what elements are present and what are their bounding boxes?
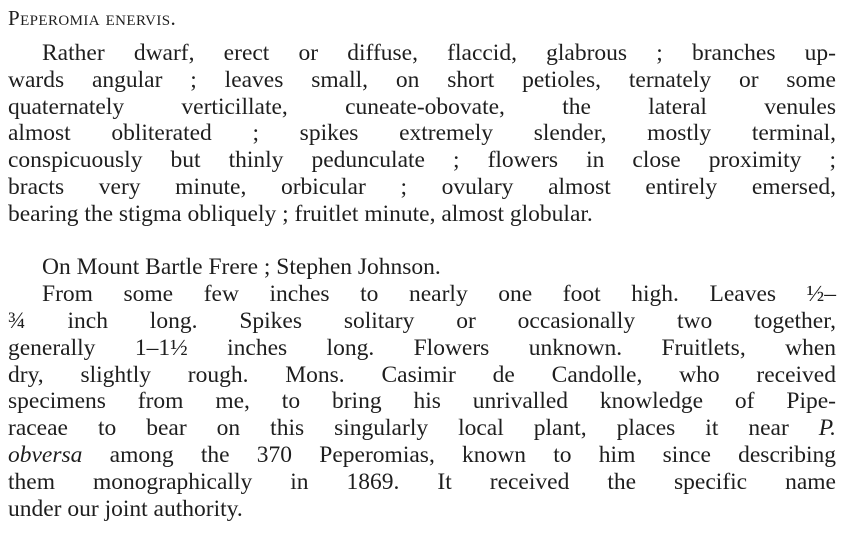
text-line: them monographically in 1869. It received the specific name <box>8 468 836 495</box>
locality-line: On Mount Bartle Frere ; Stephen Johnson. <box>42 254 441 281</box>
species-title: Peperomia enervis. <box>8 6 177 30</box>
text-line: ¾ inch long. Spikes solitary or occasionally two together, <box>8 307 836 334</box>
text-line: almost obliterated ; spikes extremely slender, mostly terminal, <box>8 120 836 147</box>
notes-paragraph <box>8 281 836 522</box>
italic-species: obversa <box>8 441 83 468</box>
text-line: Rather dwarf, erect or diffuse, flaccid, glabrous ; branches up- <box>42 40 836 66</box>
text-line-with-italic <box>8 442 836 469</box>
text-segment: among the 370 Peperomias, known to him since describing <box>109 441 837 468</box>
text-line: wards angular ; leaves small, on short petioles, ternately or some <box>8 66 836 93</box>
text-line: conspicuously but thinly pedunculate ; flowers in close proximity ; <box>8 147 836 174</box>
text-line: bracts very minute, orbicular ; ovulary almost entirely emersed, <box>8 173 836 200</box>
text-line: dry, slightly rough. Mons. Casimir de Candolle, who received <box>8 361 836 388</box>
text-segment: raceae to bear on this singularly local plant, places it near <box>8 415 789 442</box>
description-paragraph <box>8 40 836 228</box>
text-line: From some few inches to nearly one foot high. Leaves ½– <box>42 281 836 308</box>
text-line: specimens from me, to bring his unrivalled knowledge of Pipe- <box>8 388 836 415</box>
text-line: under our joint authority. <box>8 495 243 522</box>
italic-genus: P. <box>818 415 836 442</box>
text-line: quaternately verticillate, cuneate-obovate, the lateral venules <box>8 93 836 120</box>
text-line-with-italic <box>8 415 836 442</box>
text-line: generally 1–1½ inches long. Flowers unknown. Fruitlets, when <box>8 334 836 361</box>
text-line: bearing the stigma obliquely ; fruitlet minute, almost globular. <box>8 200 593 227</box>
locality-paragraph <box>8 254 836 281</box>
